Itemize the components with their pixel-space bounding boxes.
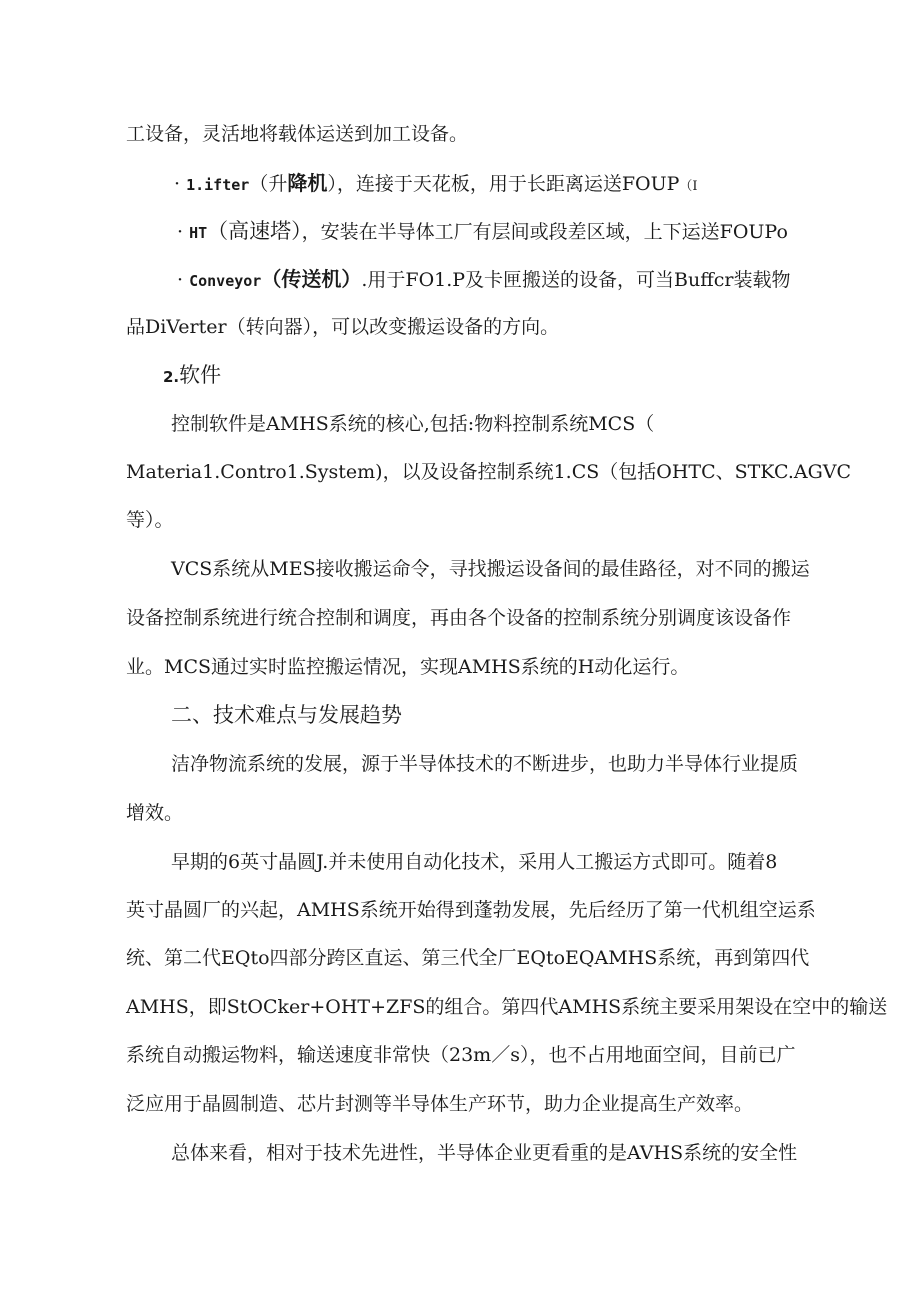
term: HT <box>189 224 208 242</box>
bullet: · <box>177 221 184 243</box>
term-cn: 升 <box>268 173 288 195</box>
bullet-item-conveyor <box>177 265 790 295</box>
term-cn-bold: 降机 <box>287 171 328 195</box>
text-line: 增效。 <box>126 802 184 824</box>
bullet-item-ht <box>177 217 788 247</box>
text-line: 早期的6英寸晶圆J.并未使用自动化技术，采用人工搬运方式即可。随着8 <box>171 851 778 873</box>
bullet-text: .用于FO1.P及卡匣搬送的设备，可当Buffcr装载物 <box>361 269 791 291</box>
term-cn: （传送机） <box>261 267 362 291</box>
text-line: AMHS，即StOCker+OHT+ZFS的组合。第四代AMHS系统主要采用架设在空中的输送 <box>126 996 888 1018</box>
text-line: VCS系统从MES接收搬运命令，寻找搬运设备间的最佳路径，对不同的搬运 <box>171 558 810 580</box>
text-line: 洁净物流系统的发展，源于半导体技术的不断进步，也助力半导体行业提质 <box>171 753 799 775</box>
section-heading <box>163 361 221 391</box>
bullet-item-lifter <box>174 169 698 201</box>
text-line: 等）。 <box>126 509 174 531</box>
term: 1.ifter <box>186 176 250 194</box>
text-line: 总体来看，相对于技术先进性，半导体企业更看重的是AVHS系统的安全性 <box>171 1142 798 1164</box>
text-line: 统、第二代EQto四部分跨区直运、第三代全厂EQtoEQAMHS系统，再到第四代 <box>126 947 810 969</box>
bullet: · <box>174 173 181 195</box>
heading-text: 软件 <box>179 363 222 387</box>
text-line: 英寸晶圆厂的兴起，AMHS系统开始得到蓬勃发展，先后经历了第一代机组空运系 <box>126 899 816 921</box>
tail-mark: （I <box>679 179 698 194</box>
text-line: 业。MCS通过实时监控搬运情况，实现AMHS系统的H动化运行。 <box>126 656 690 678</box>
term-cn: （高速塔） <box>207 219 302 243</box>
section-heading-2: 二、技术难点与发展趋势 <box>171 703 402 727</box>
text-line: 品DiVerter（转向器），可以改变搬运设备的方向。 <box>126 316 560 338</box>
bullet-text: ，连接于天花板，用于长距离运送FOUP <box>336 173 680 195</box>
text-line: 泛应用于晶圆制造、芯片封测等半导体生产环节，助力企业提高生产效率。 <box>126 1093 754 1115</box>
paren: ） <box>327 173 337 195</box>
text-line: 控制软件是AMHS系统的核心,包括:物料控制系统MCS（ <box>171 413 655 435</box>
heading-number: 2. <box>163 368 180 386</box>
text-line: 设备控制系统进行统合控制和调度，再由各个设备的控制系统分别调度该设备作 <box>126 607 792 629</box>
bullet: · <box>177 269 184 291</box>
text-line: Materia1.Contro1.System)，以及设备控制系统1.CS（包括OHTC、STKC.AGVC <box>126 461 852 483</box>
text-line: 系统自动搬运物料，输送速度非常快（23m／s），也不占用地面空间，目前已广 <box>126 1044 796 1066</box>
term: Conveyor <box>189 272 262 290</box>
bullet-text: ，安装在半导体工厂有层间或段差区域，上下运送FOUPo <box>301 221 788 243</box>
paren: （ <box>249 173 269 195</box>
text-line: 工设备，灵活地将载体运送到加工设备。 <box>126 123 469 145</box>
